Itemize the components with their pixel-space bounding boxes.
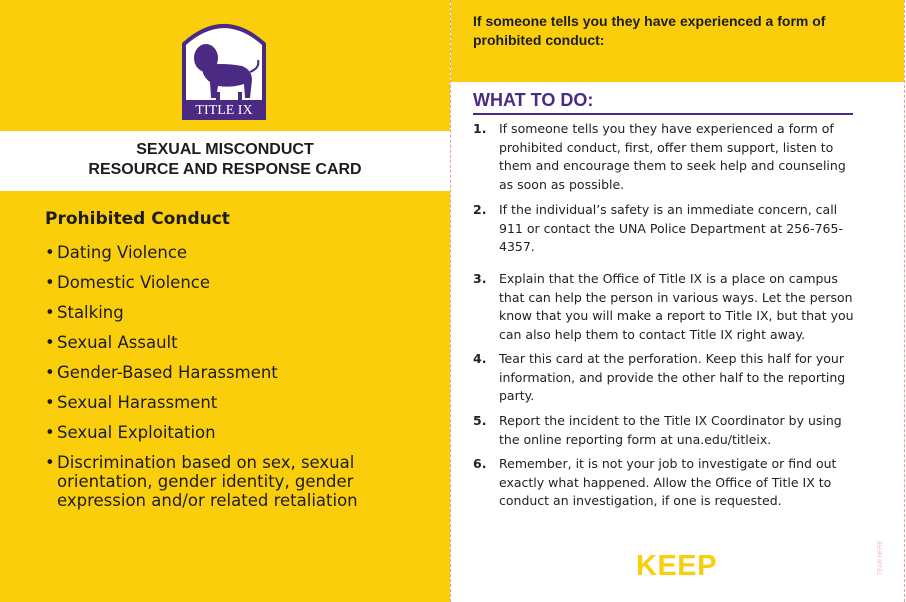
list-item: • Sexual Harassment — [45, 393, 415, 413]
list-item: • Stalking — [45, 303, 415, 323]
step-number: 5. — [473, 413, 487, 428]
step-text: Tear this card at the perforation. Keep this half for your information, and provide the other half to the reporting party. — [499, 351, 846, 403]
perforation-line-right — [904, 0, 905, 602]
keep-label: KEEP — [636, 550, 717, 582]
step-number: 4. — [473, 351, 487, 366]
prohibited-conduct-list — [45, 243, 415, 520]
card-title-line2: RESOURCE AND RESPONSE CARD — [88, 161, 362, 178]
prohibited-conduct-heading: Prohibited Conduct — [45, 209, 230, 229]
list-item: • Sexual Exploitation — [45, 423, 415, 443]
list-item: • Domestic Violence — [45, 273, 415, 293]
list-item: • Dating Violence — [45, 243, 415, 263]
step-text: Report the incident to the Title IX Coordinator by using the online reporting form at una.edu/titleix. — [499, 413, 842, 447]
list-item: • Discrimination based on sex, sexual orientation, gender identity, gender expression and/or related retaliation — [45, 453, 415, 510]
card-title — [0, 131, 450, 191]
heading-underline — [473, 113, 853, 115]
step-text: Explain that the Office of Title IX is a place on campus that can help the person in various ways. Let the person know that you will make a report to Title IX, but that you can also help them to contact Title IX right away. — [499, 271, 854, 342]
tear-here-label: TEAR HERE — [878, 540, 884, 575]
intro-text: If someone tells you they have experienced a form of prohibited conduct: — [473, 13, 826, 48]
step-number: 1. — [473, 121, 487, 136]
step-number: 2. — [473, 202, 487, 217]
card-title-line1: SEXUAL MISCONDUCT — [136, 141, 314, 158]
list-item: • Gender-Based Harassment — [45, 363, 415, 383]
step-text: If someone tells you they have experienced a form of prohibited conduct, first, offer them support, listen to them and encourage them to seek help and counseling as soon as possible. — [499, 121, 846, 192]
step-number: 3. — [473, 271, 487, 286]
step-text: If the individual’s safety is an immediate concern, call 911 or contact the UNA Police Department at 256-765-4357. — [499, 202, 843, 254]
logo-text: TITLE IX — [195, 103, 253, 118]
step-text: Remember, it is not your job to investigate or find out exactly what happened. Allow the Office of Title IX to conduct an investigation, if one is requested. — [499, 456, 837, 508]
title-ix-logo — [180, 14, 268, 120]
perforation-line — [450, 0, 451, 602]
what-to-do-heading: WHAT TO DO: — [473, 90, 594, 110]
list-item: • Sexual Assault — [45, 333, 415, 353]
step-number: 6. — [473, 456, 487, 471]
